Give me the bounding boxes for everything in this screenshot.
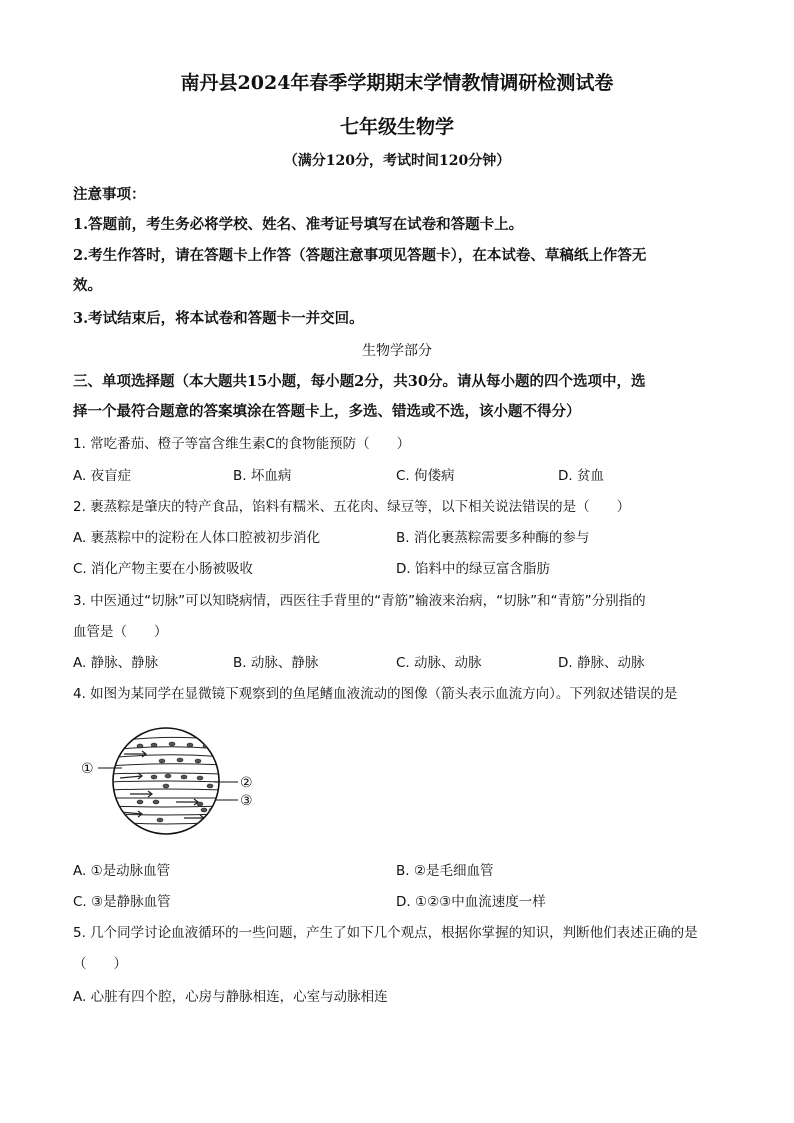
score-time-note: （满分120分，考试时间120分钟） xyxy=(283,153,511,169)
exam-subtitle: 七年级生物学 xyxy=(339,116,454,138)
notice-item-3: 3.考试结束后，将本试卷和答题卡一并交回。 xyxy=(73,310,364,327)
figure-label-3: ③ xyxy=(240,793,253,809)
question-4-option-c: C. ③是静脉血管 xyxy=(73,894,171,910)
question-2-stem: 2. 裹蒸粽是肇庆的特产食品，馅料有糯米、五花肉、绿豆等，以下相关说法错误的是（ ） xyxy=(73,499,631,515)
figure-label-2: ② xyxy=(240,775,253,791)
notice-item-2-cont: 效。 xyxy=(73,277,102,294)
section-title: 生物学部分 xyxy=(362,343,432,359)
figure-label-1: ① xyxy=(81,761,94,777)
question-4-option-a: A. ①是动脉血管 xyxy=(73,863,171,879)
question-2-option-a: A. 裹蒸粽中的淀粉在人体口腔被初步消化 xyxy=(73,530,321,546)
question-1-option-c: C. 佝偻病 xyxy=(396,468,455,484)
question-3-option-d: D. 静脉、动脉 xyxy=(558,655,645,671)
part3-instruction: 三、单项选择题（本大题共15小题，每小题2分，共30分。请从每小题的四个选项中，选 xyxy=(73,373,646,390)
question-3-option-a: A. 静脉、静脉 xyxy=(73,655,159,671)
part3-instruction-cont: 择一个最符合题意的答案填涂在答题卡上，多选、错选或不选，该小题不得分） xyxy=(73,403,581,420)
question-1-option-a: A. 夜盲症 xyxy=(73,468,132,484)
fish-tail-blood-flow-figure xyxy=(80,716,270,846)
question-3-option-c: C. 动脉、动脉 xyxy=(396,655,482,671)
question-3-option-b: B. 动脉、静脉 xyxy=(233,655,319,671)
question-1-option-b: B. 坏血病 xyxy=(233,468,292,484)
question-2-option-b: B. 消化裹蒸粽需要多种酶的参与 xyxy=(396,530,590,546)
question-4-option-d: D. ①②③中血流速度一样 xyxy=(396,894,546,910)
microscope-view-illustration xyxy=(80,716,270,846)
question-3-stem: 3. 中医通过“切脉”可以知晓病情，西医往手背里的“青筋”输液来治病，“切脉”和“青筋”分别指的 xyxy=(73,593,646,609)
question-5-option-a: A. 心脏有四个腔，心房与静脉相连，心室与动脉相连 xyxy=(73,989,388,1005)
question-5-stem: 5. 几个同学讨论血液循环的一些问题，产生了如下几个观点，根据你掌握的知识，判断他们表述正确的是 xyxy=(73,925,698,941)
question-2-option-d: D. 馅料中的绿豆富含脂肪 xyxy=(396,561,550,577)
question-4-stem: 4. 如图为某同学在显微镜下观察到的鱼尾鳍血液流动的图像（箭头表示血流方向）。下列叙述错误的是 xyxy=(73,686,678,702)
notice-item-1: 1.答题前，考生务必将学校、姓名、准考证号填写在试卷和答题卡上。 xyxy=(73,216,524,233)
question-5-stem-cont: （ ） xyxy=(73,956,127,972)
question-1-stem: 1. 常吃番茄、橙子等富含维生素C的食物能预防（ ） xyxy=(73,436,411,452)
question-4-option-b: B. ②是毛细血管 xyxy=(396,863,494,879)
exam-title: 南丹县2024年春季学期期末学情教情调研检测试卷 xyxy=(180,72,614,94)
notice-heading: 注意事项： xyxy=(73,186,146,203)
question-2-option-c: C. 消化产物主要在小肠被吸收 xyxy=(73,561,254,577)
question-3-stem-cont: 血管是（ ） xyxy=(73,624,168,640)
notice-item-2: 2.考生作答时，请在答题卡上作答（答题注意事项见答题卡），在本试卷、草稿纸上作答无 xyxy=(73,247,647,264)
question-1-option-d: D. 贫血 xyxy=(558,468,604,484)
